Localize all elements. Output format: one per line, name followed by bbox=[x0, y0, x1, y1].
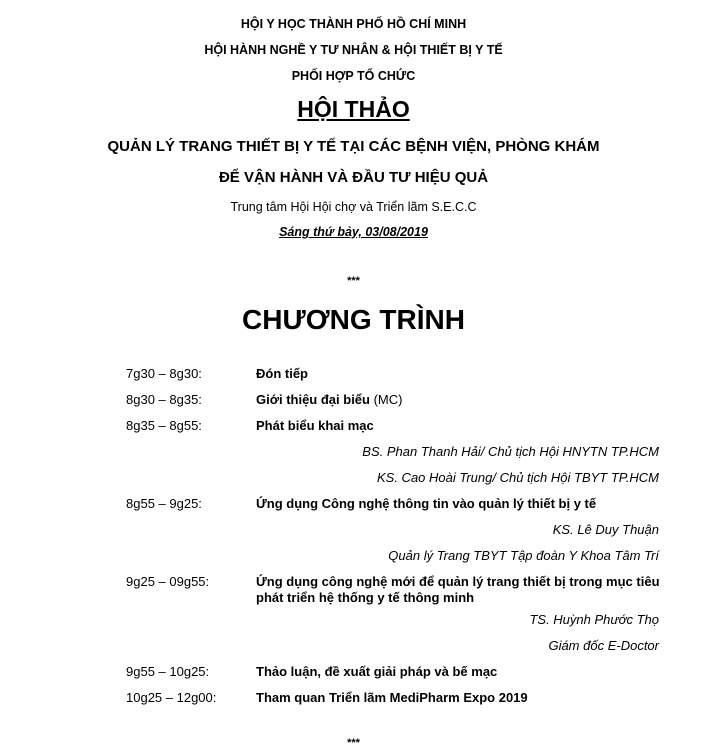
agenda-topic: Phát biểu khai mạc bbox=[256, 418, 374, 433]
document-title: HỘI THẢO bbox=[297, 96, 410, 122]
event-date: Sáng thứ bảy, 03/08/2019 bbox=[279, 225, 428, 239]
subtitle-line-2: ĐỂ VẬN HÀNH VÀ ĐẦU TƯ HIỆU QUẢ bbox=[218, 169, 489, 186]
speaker-name: KS. Lê Duy Thuận bbox=[552, 522, 659, 537]
agenda-topic: Ứng dụng công nghệ mới để quản lý trang thiết bị trong mục tiêu phát triển hệ thống y tế thông minh bbox=[256, 574, 660, 605]
agenda-time: 8g30 – 8g35: bbox=[126, 392, 202, 407]
agenda-time: 7g30 – 8g30: bbox=[126, 366, 202, 381]
agenda-topic: Ứng dụng Công nghệ thông tin vào quản lý thiết bị y tế bbox=[256, 496, 597, 511]
speaker-title: Giám đốc E-Doctor bbox=[548, 638, 659, 653]
speaker-name: BS. Phan Thanh Hải/ Chủ tịch Hội HNYTN TP.HCM bbox=[362, 444, 659, 459]
agenda-time: 8g55 – 9g25: bbox=[126, 496, 202, 511]
venue: Trung tâm Hội Hội chợ và Triển lãm S.E.C.C bbox=[230, 200, 477, 214]
speaker-title: Quản lý Trang TBYT Tập đoàn Y Khoa Tâm Trí bbox=[388, 548, 659, 563]
agenda-time: 8g35 – 8g55: bbox=[126, 418, 202, 433]
organizer-line-2: HỘI HÀNH NGHỀ Y TƯ NHÂN & HỘI THIẾT BỊ Y TẾ bbox=[204, 43, 503, 57]
agenda-topic: Tham quan Triển lãm MediPharm Expo 2019 bbox=[256, 690, 528, 705]
agenda-topic-suffix: (MC) bbox=[369, 392, 403, 407]
program-title: CHƯƠNG TRÌNH bbox=[242, 304, 465, 335]
separator-bottom: *** bbox=[347, 737, 360, 749]
agenda-time: 10g25 – 12g00: bbox=[126, 690, 217, 705]
separator-top: *** bbox=[347, 275, 360, 287]
organizer-line-1: HỘI Y HỌC THÀNH PHỐ HỒ CHÍ MINH bbox=[240, 17, 467, 31]
agenda-time: 9g25 – 09g55: bbox=[126, 574, 210, 589]
subtitle-line-1: QUẢN LÝ TRANG THIẾT BỊ Y TẾ TẠI CÁC BỆNH VIỆN, PHÒNG KHÁM bbox=[107, 138, 600, 155]
agenda-topic: Thảo luận, đề xuất giải pháp và bế mạc bbox=[256, 664, 498, 679]
agenda-topic-container bbox=[256, 392, 666, 408]
organizer-line-3: PHỐI HỢP TỔ CHỨC bbox=[291, 69, 416, 83]
agenda-time: 9g55 – 10g25: bbox=[126, 664, 210, 679]
speaker-name: KS. Cao Hoài Trung/ Chủ tịch Hội TBYT TP.HCM bbox=[376, 470, 659, 485]
agenda-topic: Giới thiệu đại biểu bbox=[256, 392, 370, 407]
speaker-name: TS. Huỳnh Phước Thọ bbox=[529, 612, 659, 627]
agenda-topic: Đón tiếp bbox=[256, 366, 308, 381]
